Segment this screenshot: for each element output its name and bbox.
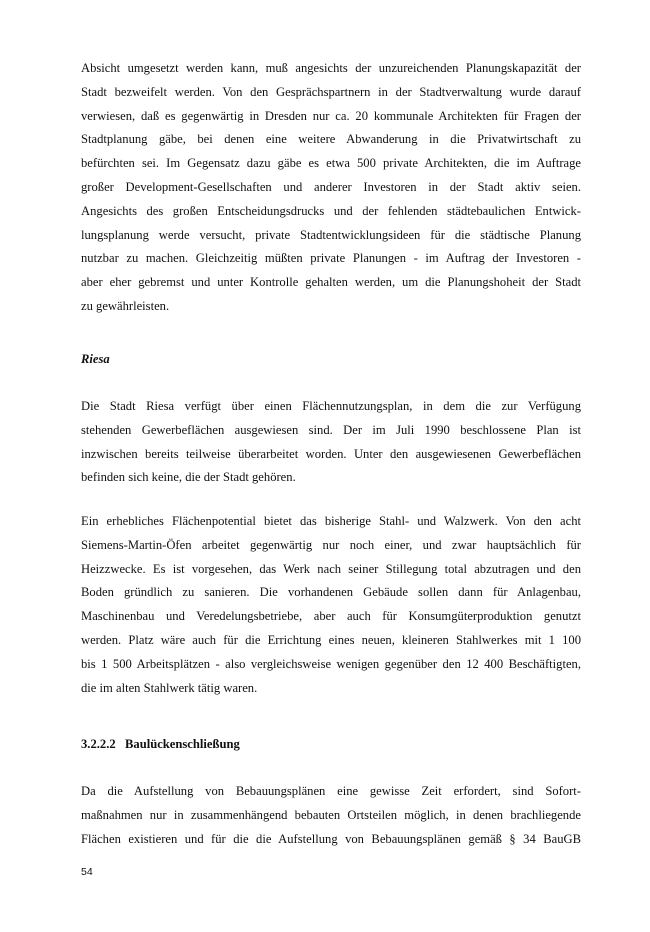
- text-line: Heizzwecke. Es ist vorgesehen, das Werk nach seiner Stillegung total abzutragen und den: [81, 561, 581, 576]
- section-number: 3.2.2.2: [81, 737, 116, 751]
- text-line: verwiesen, daß es gegenwärtig in Dresden nur ca. 20 kommunale Architekten für Fragen der: [81, 108, 581, 123]
- text-line: befürchten sei. Im Gegensatz dazu gäbe es etwa 500 private Architekten, die im Auftrage: [81, 156, 581, 171]
- paragraph-text: [81, 510, 581, 700]
- body-paragraph-1: [81, 57, 581, 319]
- text-line: Stadt bezweifelt werden. Von den Gesprächspartnern in der Stadtverwaltung wurde darauf: [81, 84, 581, 99]
- text-line: lungsplanung werde versucht, private Stadtentwicklungsideen für die städtische Planung: [81, 227, 581, 242]
- text-line: nutzbar zu machen. Gleichzeitig müßten private Planungen - im Auftrag der Investoren -: [81, 251, 581, 266]
- text-line: werden. Platz wäre auch für die Errichtung eines neuen, kleineren Stahlwerkes mit 1 100: [81, 632, 581, 647]
- text-line: Angesichts des großen Entscheidungsdrucks und der fehlenden städtebaulichen Entwick-: [81, 203, 581, 218]
- text-line: inzwischen bereits teilweise überarbeitet worden. Unter den ausgewiesenen Gewerbeflächen: [81, 446, 581, 461]
- paragraph-text: [81, 395, 581, 490]
- text-line: Absicht umgesetzt werden kann, muß angesichts der unzureichenden Planungskapazität der: [81, 61, 581, 75]
- text-line: Da die Aufstellung von Bebauungsplänen eine gewisse Zeit erfordert, sind Sofort-: [81, 784, 581, 798]
- body-paragraph-2: [81, 395, 581, 490]
- paragraph-text: [81, 780, 581, 851]
- text-line: Siemens-Martin-Öfen arbeitet gegenwärtig nur noch einer, und zwar hauptsächlich für: [81, 537, 581, 552]
- text-line: großer Development-Gesellschaften und anderer Investoren in der Stadt aktiv seien.: [81, 179, 581, 194]
- text-line: Flächen existieren und für die die Aufstellung von Bebauungsplänen gemäß § 34 BauGB: [81, 831, 581, 846]
- text-line: stehenden Gewerbeflächen ausgewiesen sind. Der im Juli 1990 beschlossene Plan ist: [81, 422, 581, 437]
- section-heading: [81, 737, 240, 752]
- text-line: aber eher gebremst und unter Kontrolle gehalten werden, um die Planungshoheit der Stadt: [81, 275, 581, 290]
- subheading-riesa: Riesa: [81, 352, 110, 366]
- text-line: Boden gründlich zu sanieren. Die vorhandenen Gebäude sollen dann für Anlagenbau,: [81, 585, 581, 600]
- text-line: Ein erhebliches Flächenpotential bietet das bisherige Stahl- und Walzwerk. Von den acht: [81, 514, 581, 528]
- section-title: Baulückenschließung: [125, 737, 240, 751]
- text-line: maßnahmen nur in zusammenhängend bebauten Ortsteilen möglich, in denen brachliegende: [81, 807, 581, 822]
- text-line: zu gewährleisten.: [81, 298, 170, 313]
- text-line: Stadtplanung gäbe, bei denen eine weitere Abwanderung in die Privatwirtschaft zu: [81, 132, 581, 147]
- text-line: die im alten Stahlwerk tätig waren.: [81, 680, 258, 695]
- text-line: bis 1 500 Arbeitsplätzen - also vergleichsweise wenigen gegenüber den 12 400 Beschäftigten,: [81, 656, 581, 671]
- paragraph-text: [81, 57, 581, 319]
- page-number: 54: [81, 866, 93, 878]
- body-paragraph-4: [81, 780, 581, 851]
- text-line: Die Stadt Riesa verfügt über einen Flächennutzungsplan, in dem die zur Verfügung: [81, 399, 581, 413]
- body-paragraph-3: [81, 510, 581, 700]
- text-line: befinden sich keine, die der Stadt gehören.: [81, 470, 296, 485]
- text-line: Maschinenbau und Veredelungsbetriebe, aber auch für Konsumgüterproduktion genutzt: [81, 609, 581, 624]
